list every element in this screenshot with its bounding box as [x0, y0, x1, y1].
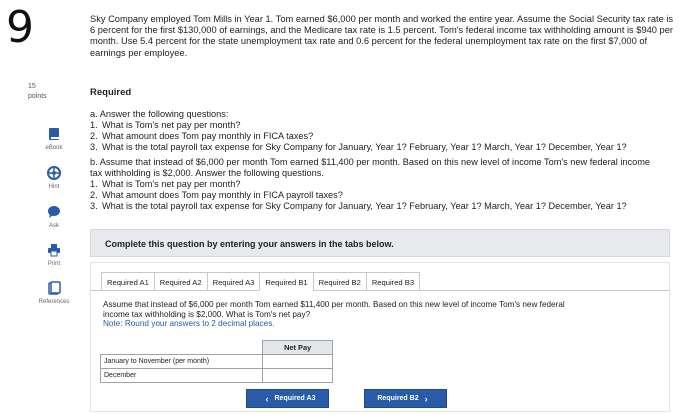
sidebar-item-label: Print	[47, 261, 61, 267]
chevron-right-icon: ›	[424, 393, 428, 404]
sidebar-item-label: eBook	[45, 145, 63, 151]
net-pay-jan-nov-input[interactable]	[266, 356, 329, 368]
row-label: January to November (per month)	[101, 355, 263, 369]
net-pay-december-input[interactable]	[266, 370, 329, 382]
sidebar-item-ask[interactable]	[34, 205, 74, 229]
points-value: 15	[28, 83, 36, 90]
tab-bar	[101, 272, 419, 291]
list-item: 1. What is Tom's net pay per month?	[90, 120, 241, 130]
table-row	[101, 355, 333, 369]
prev-tab-label: Required A3	[274, 395, 316, 402]
list-item: 2. What amount does Tom pay monthly in FICA taxes?	[90, 131, 314, 141]
part-a-questions	[90, 109, 660, 153]
sidebar-item-label: Hint	[48, 184, 60, 190]
hint-icon	[34, 166, 74, 182]
instructions-banner: Complete this question by entering your answers in the tabs below.	[90, 229, 670, 257]
sidebar-item-label: References	[38, 299, 70, 305]
net-pay-december-input-cell[interactable]	[263, 369, 333, 383]
print-icon	[34, 243, 74, 259]
tab-required-b1[interactable]: Required B1	[259, 272, 313, 291]
list-item: 2. What amount does Tom pay monthly in FICA payroll taxes?	[90, 190, 343, 200]
book-icon	[34, 127, 74, 143]
sidebar-item-hint[interactable]	[34, 166, 74, 190]
references-icon	[34, 281, 74, 297]
chevron-left-icon: ‹	[265, 393, 269, 404]
sidebar-item-label: Ask	[48, 223, 59, 229]
part-b-intro: b. Assume that instead of $6,000 per month Tom earned $11,400 per month. Based on this new level of income Tom's new federal income tax withholding is $2,000. Answer the following questions.	[90, 157, 650, 178]
problem-statement: Sky Company employed Tom Mills in Year 1. Tom earned $6,000 per month and worked the entire year. Assume the Social Security tax rate is 6 percent for the first $130,000 of earnings, and the Medicare tax rate is 1.5 percent. Tom's federal income tax withholding amount is $940 per month. Use 5.4 percent for the state unemployment tax rate and 0.6 percent for the federal unemployment tax rate on the first $7,000 of earnings per employee.	[90, 14, 674, 58]
tab-instructions	[103, 300, 593, 329]
required-heading: Required	[90, 87, 132, 98]
tab-required-a2[interactable]: Required A2	[154, 272, 208, 291]
part-a-intro: a. Answer the following questions:	[90, 109, 229, 119]
instruction-text: Assume that instead of $6,000 per month Tom earned $11,400 per month. Based on this new level of income Tom's new federal income tax withholding is $2,000. What is Tom's net pay?	[103, 300, 565, 319]
rounding-note: Note: Round your answers to 2 decimal places.	[103, 319, 275, 329]
ask-icon	[34, 205, 74, 221]
table-corner	[101, 341, 263, 355]
column-header-net-pay: Net Pay	[263, 341, 333, 355]
sidebar-item-references[interactable]	[34, 281, 74, 305]
list-item: 3. What is the total payroll tax expense for Sky Company for January, Year 1? February, Year 1? March, Year 1? December, Year 1?	[90, 142, 627, 152]
list-item: 3. What is the total payroll tax expense for Sky Company for January, Year 1? February, Year 1? March, Year 1? December, Year 1?	[90, 201, 627, 211]
next-tab-label: Required B2	[377, 395, 419, 402]
net-pay-jan-nov-input-cell[interactable]	[263, 355, 333, 369]
tab-required-b3[interactable]: Required B3	[366, 272, 420, 291]
table-row	[101, 369, 333, 383]
part-b-questions	[90, 157, 660, 212]
row-label: December	[101, 369, 263, 383]
next-tab-button[interactable]	[364, 389, 447, 408]
points-label: points	[28, 93, 47, 100]
tab-required-a1[interactable]: Required A1	[101, 272, 155, 291]
tab-required-a3[interactable]: Required A3	[207, 272, 261, 291]
points-indicator	[28, 82, 47, 102]
list-item: 1. What is Tom's net pay per month?	[90, 179, 241, 189]
net-pay-table	[100, 340, 333, 383]
prev-tab-button[interactable]	[246, 389, 329, 408]
sidebar-item-print[interactable]	[34, 243, 74, 267]
tab-required-b2[interactable]: Required B2	[313, 272, 367, 291]
sidebar-item-ebook[interactable]	[34, 127, 74, 151]
question-number: 9	[6, 2, 34, 53]
